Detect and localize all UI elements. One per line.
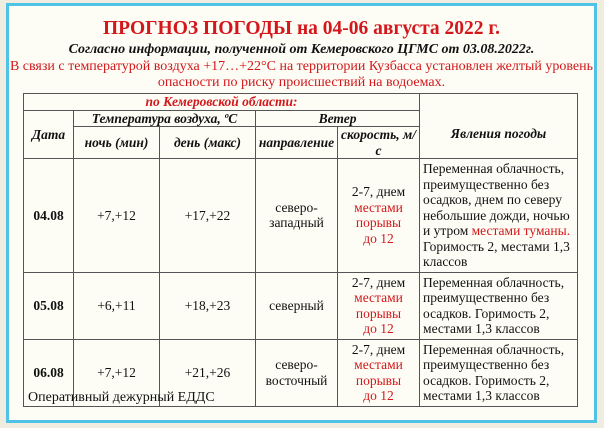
- row-day-temp: +21,+26: [160, 339, 256, 406]
- speed-tail: до 12: [363, 230, 394, 246]
- speed-tail: до 12: [363, 388, 394, 403]
- row-phenomena: [420, 159, 578, 273]
- region-label: по Кемеровской области:: [24, 94, 420, 111]
- speed-main: 2-7, днем: [351, 274, 406, 290]
- row-phenomena: Переменная облачность, преимущественно без осадков. Горимость 2, местами 1,3 классов: [420, 272, 578, 339]
- header-date: Дата: [24, 110, 74, 159]
- row-date: 05.08: [24, 272, 74, 339]
- header-row-1: [24, 110, 578, 127]
- speed-gust: местами порывы: [354, 199, 403, 231]
- header-day: день (макс): [160, 127, 256, 159]
- table-row: [24, 159, 578, 273]
- header-speed: скорость, м/с: [338, 127, 420, 159]
- speed-gust: местами порывы: [354, 357, 403, 388]
- header-night: ночь (мин): [74, 127, 160, 159]
- speed-tail: до 12: [363, 321, 394, 336]
- header-direction: направление: [256, 127, 338, 159]
- phenomena-fog: местами туманы.: [471, 223, 571, 238]
- row-date: 04.08: [24, 159, 74, 273]
- row-wind-direction: северо-восточный: [256, 339, 338, 406]
- row-night-temp: +6,+11: [74, 272, 160, 339]
- phenomena-tail: Горимость 2, местами 1,3 классов: [423, 238, 570, 269]
- page-title: ПРОГНОЗ ПОГОДЫ на 04-06 августа 2022 г.: [103, 18, 500, 39]
- row-phenomena: Переменная облачность, преимущественно без осадков. Горимость 2, местами 1,3 классов: [420, 339, 578, 406]
- danger-warning: В связи с температурой воздуха +17…+22°C на территории Кузбасса установлен желтый уровень опасности по риску происшествий на водоемах.: [9, 59, 594, 90]
- row-day-temp: +18,+23: [160, 272, 256, 339]
- speed-main: 2-7, днем: [351, 341, 406, 357]
- row-day-temp: +17,+22: [160, 159, 256, 273]
- row-wind-direction: северо-западный: [256, 159, 338, 273]
- row-wind-speed: [338, 339, 420, 406]
- row-wind-speed: [338, 159, 420, 273]
- table-row: [24, 272, 578, 339]
- duty-officer-label: Оперативный дежурный ЕДДС: [28, 390, 215, 405]
- forecast-table: [23, 93, 578, 407]
- header-phenomena: Явления погоды: [420, 110, 578, 159]
- row-night-temp: +7,+12: [74, 339, 160, 406]
- row-date: 06.08: [24, 339, 74, 406]
- row-wind-speed: [338, 272, 420, 339]
- source-subtitle: Согласно информации, полученной от Кемеровского ЦГМС от 03.08.2022г.: [68, 42, 535, 57]
- row-wind-direction: северный: [256, 272, 338, 339]
- region-row: [24, 94, 578, 111]
- region-blank-cell: [420, 94, 578, 111]
- phenomena-main: Переменная облачность, преимущественно без осадков, днем по северу небольшие дожди, ночью и утром: [423, 161, 570, 238]
- speed-gust: местами порывы: [354, 290, 403, 321]
- row-night-temp: +7,+12: [74, 159, 160, 273]
- header-temperature: Температура воздуха, ºС: [74, 110, 256, 127]
- speed-main: 2-7, днем: [351, 184, 406, 200]
- header-wind: Ветер: [256, 110, 420, 127]
